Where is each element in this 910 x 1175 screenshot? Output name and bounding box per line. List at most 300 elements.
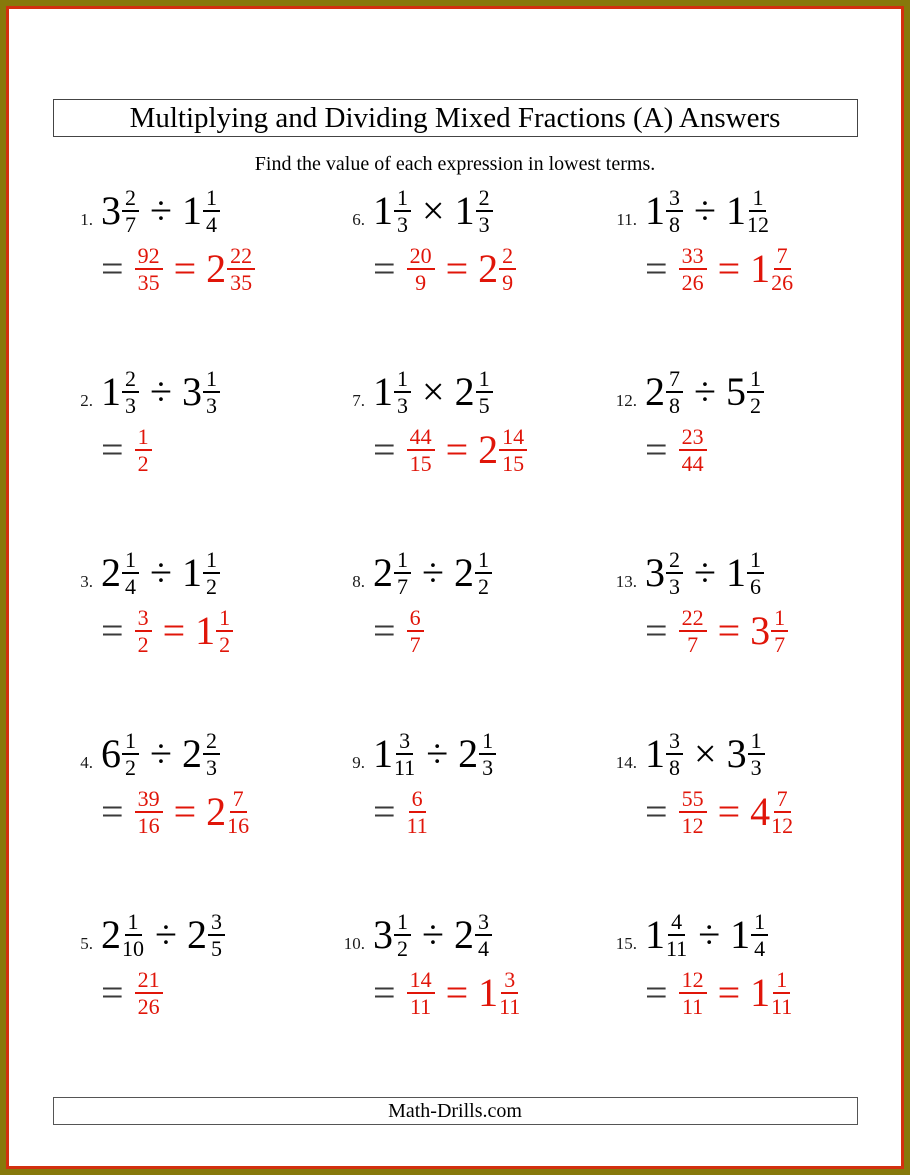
whole-number: 3 — [750, 608, 771, 653]
numerator: 23 — [679, 425, 707, 451]
problem-expression — [337, 727, 609, 781]
denominator: 3 — [205, 755, 217, 780]
numerator: 3 — [501, 968, 518, 994]
whole-number: 2 — [206, 246, 227, 291]
problem — [65, 546, 337, 727]
problem — [65, 184, 337, 365]
equals-sign: = — [373, 970, 396, 1015]
first-operand — [645, 367, 684, 418]
numerator: 2 — [122, 367, 139, 393]
problem-expression — [65, 908, 337, 962]
denominator: 9 — [502, 270, 514, 295]
problem-answer — [373, 966, 609, 1020]
denominator: 5 — [210, 936, 222, 961]
answer-fraction — [679, 787, 707, 838]
problems-grid — [9, 178, 901, 1089]
equals-sign: = — [101, 789, 124, 834]
second-operand — [454, 548, 493, 599]
whole-number: 1 — [750, 246, 771, 291]
first-operand — [645, 910, 688, 961]
fraction — [499, 244, 516, 295]
whole-number: 2 — [645, 369, 665, 414]
denominator: 15 — [502, 451, 525, 476]
denominator: 12 — [746, 212, 769, 237]
answer-mixed-number — [478, 244, 517, 295]
numerator: 1 — [747, 548, 764, 574]
numerator: 92 — [135, 244, 163, 270]
denominator: 12 — [681, 813, 704, 838]
numerator: 22 — [679, 606, 707, 632]
first-operand — [101, 186, 140, 237]
denominator: 3 — [397, 212, 408, 237]
fraction — [122, 548, 139, 599]
answer-mixed-number — [750, 606, 789, 657]
operator-sign: ÷ — [150, 188, 172, 233]
problem-number: 4. — [80, 753, 93, 772]
numerator: 2 — [666, 548, 683, 574]
answer-fraction — [135, 606, 152, 657]
denominator: 11 — [394, 755, 416, 780]
second-operand — [455, 367, 494, 418]
whole-number: 2 — [453, 550, 474, 595]
equals-sign: = — [373, 246, 396, 291]
denominator: 7 — [409, 632, 421, 657]
denominator: 2 — [219, 632, 231, 657]
equals-sign: = — [173, 246, 197, 291]
equals-sign: = — [717, 608, 741, 653]
problem-number: 10. — [343, 934, 365, 953]
footer-box — [53, 1097, 858, 1125]
equals-sign: = — [445, 246, 469, 291]
denominator: 4 — [205, 212, 217, 237]
numerator: 2 — [476, 186, 493, 212]
second-operand — [182, 729, 221, 780]
numerator: 6 — [409, 787, 426, 813]
fraction — [475, 910, 492, 961]
operator-sign: ÷ — [694, 550, 716, 595]
numerator: 33 — [679, 244, 707, 270]
problem — [65, 908, 337, 1089]
numerator: 6 — [407, 606, 424, 632]
denominator: 2 — [749, 393, 761, 418]
numerator: 2 — [499, 244, 516, 270]
equals-sign: = — [645, 246, 668, 291]
answer-fraction — [407, 787, 428, 838]
denominator: 4 — [477, 936, 489, 961]
numerator: 3 — [396, 729, 413, 755]
problem-expression — [337, 546, 609, 600]
denominator: 3 — [669, 574, 680, 599]
problem-number: 3. — [80, 572, 93, 591]
denominator: 35 — [230, 270, 253, 295]
problem-expression — [609, 365, 881, 419]
operator-sign: ÷ — [694, 369, 716, 414]
problem-number: 15. — [615, 934, 637, 953]
first-operand — [101, 548, 140, 599]
whole-number: 2 — [186, 912, 207, 957]
answer-fraction — [135, 244, 163, 295]
equals-sign: = — [645, 427, 668, 472]
worksheet-page — [6, 6, 904, 1169]
numerator: 14 — [407, 968, 435, 994]
answer-fraction — [679, 244, 707, 295]
whole-number: 2 — [181, 731, 202, 776]
numerator: 1 — [748, 729, 765, 755]
answer-mixed-number — [478, 425, 528, 476]
denominator: 3 — [205, 393, 217, 418]
numerator: 7 — [774, 787, 791, 813]
numerator: 1 — [479, 729, 496, 755]
denominator: 15 — [409, 451, 432, 476]
denominator: 2 — [137, 632, 149, 657]
fraction — [748, 729, 765, 780]
answer-fraction — [135, 787, 163, 838]
whole-number: 1 — [478, 970, 499, 1015]
denominator: 3 — [482, 755, 494, 780]
operator-sign: ÷ — [698, 912, 721, 957]
whole-number: 1 — [454, 188, 475, 233]
denominator: 4 — [754, 936, 766, 961]
problem — [337, 908, 609, 1089]
numerator: 1 — [122, 729, 139, 755]
operator-sign: ÷ — [150, 731, 172, 776]
whole-number: 1 — [725, 550, 746, 595]
fraction — [394, 548, 411, 599]
answer-fraction — [407, 606, 424, 657]
fraction — [216, 606, 233, 657]
problem — [65, 365, 337, 546]
denominator: 4 — [125, 574, 136, 599]
whole-number: 1 — [181, 550, 202, 595]
denominator: 11 — [499, 994, 521, 1019]
numerator: 14 — [499, 425, 527, 451]
denominator: 3 — [125, 393, 136, 418]
numerator: 3 — [208, 910, 225, 936]
whole-number: 1 — [181, 188, 202, 233]
equals-sign: = — [645, 608, 668, 653]
first-operand — [645, 729, 684, 780]
denominator: 11 — [681, 994, 704, 1019]
whole-number: 1 — [725, 188, 746, 233]
operator-sign: ÷ — [150, 369, 172, 414]
numerator: 7 — [774, 244, 791, 270]
fraction — [203, 186, 220, 237]
problem-number: 7. — [352, 391, 365, 410]
whole-number: 2 — [453, 912, 474, 957]
fraction — [394, 186, 411, 237]
answer-mixed-number — [195, 606, 234, 657]
equals-sign: = — [101, 427, 124, 472]
first-operand — [645, 548, 684, 599]
whole-number: 3 — [181, 369, 202, 414]
numerator: 1 — [122, 548, 139, 574]
denominator: 26 — [137, 994, 160, 1019]
whole-number: 1 — [373, 731, 393, 776]
second-operand — [458, 729, 497, 780]
problem-answer — [373, 423, 609, 477]
denominator: 35 — [137, 270, 160, 295]
whole-number: 1 — [645, 912, 665, 957]
denominator: 3 — [397, 393, 408, 418]
equals-sign: = — [173, 789, 197, 834]
answer-fraction — [679, 968, 707, 1019]
fraction — [122, 367, 139, 418]
problem-number: 14. — [615, 753, 637, 772]
fraction — [227, 787, 249, 838]
answer-fraction — [407, 425, 435, 476]
numerator: 4 — [668, 910, 685, 936]
operator-sign: ÷ — [422, 912, 444, 957]
fraction — [771, 968, 792, 1019]
whole-number: 3 — [726, 731, 747, 776]
answer-mixed-number — [206, 787, 250, 838]
second-operand — [726, 186, 770, 237]
second-operand — [187, 910, 226, 961]
numerator: 7 — [666, 367, 683, 393]
denominator: 5 — [478, 393, 490, 418]
numerator: 20 — [407, 244, 435, 270]
equals-sign: = — [101, 608, 124, 653]
second-operand — [455, 186, 494, 237]
fraction — [771, 606, 788, 657]
fraction — [666, 729, 683, 780]
problem-answer — [101, 604, 337, 658]
numerator: 12 — [679, 968, 707, 994]
fraction — [499, 425, 527, 476]
fraction — [747, 367, 764, 418]
problem-answer — [373, 242, 609, 296]
whole-number: 5 — [725, 369, 746, 414]
fraction — [475, 548, 492, 599]
fraction — [476, 186, 493, 237]
operator-sign: ÷ — [426, 731, 449, 776]
numerator: 3 — [135, 606, 152, 632]
answer-mixed-number — [478, 968, 521, 1019]
denominator: 11 — [409, 994, 432, 1019]
first-operand — [373, 367, 412, 418]
second-operand — [182, 548, 221, 599]
fraction — [751, 910, 768, 961]
operator-sign: ÷ — [155, 912, 177, 957]
numerator: 1 — [749, 186, 766, 212]
first-operand — [101, 910, 145, 961]
whole-number: 2 — [101, 912, 121, 957]
whole-number: 2 — [458, 731, 479, 776]
first-operand — [373, 186, 412, 237]
fraction — [208, 910, 225, 961]
denominator: 12 — [771, 813, 794, 838]
problem — [609, 908, 881, 1089]
second-operand — [182, 367, 221, 418]
answer-fraction — [679, 425, 707, 476]
denominator: 6 — [749, 574, 761, 599]
whole-number: 2 — [454, 369, 475, 414]
fraction — [747, 548, 764, 599]
equals-sign: = — [101, 970, 124, 1015]
problem — [337, 727, 609, 908]
denominator: 11 — [406, 813, 428, 838]
answer-mixed-number — [206, 244, 256, 295]
numerator: 1 — [747, 367, 764, 393]
equals-sign: = — [373, 608, 396, 653]
problem-number: 12. — [615, 391, 637, 410]
problem — [609, 546, 881, 727]
operator-sign: ÷ — [694, 188, 716, 233]
page-title: Multiplying and Dividing Mixed Fractions (A) Answers — [129, 102, 781, 134]
fraction — [476, 367, 493, 418]
denominator: 16 — [137, 813, 160, 838]
problem-expression — [337, 908, 609, 962]
numerator: 1 — [394, 548, 411, 574]
fraction — [771, 787, 793, 838]
problem — [337, 184, 609, 365]
denominator: 2 — [125, 755, 136, 780]
problem-answer — [101, 423, 337, 477]
fraction — [666, 548, 683, 599]
equals-sign: = — [162, 608, 186, 653]
numerator: 1 — [203, 367, 220, 393]
denominator: 2 — [205, 574, 217, 599]
first-operand — [373, 910, 412, 961]
equals-sign: = — [717, 970, 741, 1015]
equals-sign: = — [101, 246, 124, 291]
whole-number: 3 — [101, 188, 121, 233]
problem-expression — [65, 727, 337, 781]
second-operand — [454, 910, 493, 961]
whole-number: 1 — [730, 912, 751, 957]
problem-expression — [65, 546, 337, 600]
operator-sign: × — [422, 369, 445, 414]
fraction — [203, 367, 220, 418]
denominator: 8 — [669, 393, 680, 418]
problem-number: 13. — [615, 572, 637, 591]
denominator: 8 — [669, 755, 680, 780]
first-operand — [373, 729, 416, 780]
numerator: 1 — [394, 186, 411, 212]
operator-sign: × — [422, 188, 445, 233]
problem — [609, 727, 881, 908]
first-operand — [101, 729, 140, 780]
whole-number: 2 — [373, 550, 393, 595]
numerator: 1 — [475, 548, 492, 574]
fraction — [394, 367, 411, 418]
fraction — [122, 186, 139, 237]
footer-site-name: Math-Drills.com — [388, 1100, 522, 1122]
denominator: 11 — [771, 994, 793, 1019]
problem-answer — [645, 242, 881, 296]
answer-mixed-number — [750, 968, 793, 1019]
denominator: 11 — [666, 936, 688, 961]
problem-number: 9. — [352, 753, 365, 772]
numerator: 22 — [227, 244, 255, 270]
problem-answer — [373, 604, 609, 658]
problem — [65, 727, 337, 908]
whole-number: 1 — [373, 188, 393, 233]
whole-number: 3 — [373, 912, 393, 957]
answer-mixed-number — [750, 787, 794, 838]
problem-number: 6. — [352, 210, 365, 229]
denominator: 7 — [687, 632, 699, 657]
second-operand — [730, 910, 769, 961]
problem — [609, 184, 881, 365]
equals-sign: = — [445, 970, 469, 1015]
denominator: 2 — [477, 574, 489, 599]
problem-answer — [373, 785, 609, 839]
numerator: 1 — [394, 367, 411, 393]
equals-sign: = — [445, 427, 469, 472]
problem-answer — [645, 966, 881, 1020]
first-operand — [373, 548, 412, 599]
numerator: 1 — [203, 548, 220, 574]
equals-sign: = — [373, 789, 396, 834]
equals-sign: = — [717, 246, 741, 291]
fraction — [122, 729, 139, 780]
fraction — [203, 729, 220, 780]
numerator: 21 — [135, 968, 163, 994]
instruction-text: Find the value of each expression in lowest terms. — [254, 153, 656, 175]
fraction — [666, 186, 683, 237]
numerator: 39 — [135, 787, 163, 813]
problem-answer — [645, 423, 881, 477]
denominator: 44 — [681, 451, 704, 476]
whole-number: 1 — [101, 369, 121, 414]
numerator: 3 — [475, 910, 492, 936]
numerator: 2 — [203, 729, 220, 755]
problem-expression — [609, 184, 881, 238]
numerator: 55 — [679, 787, 707, 813]
denominator: 2 — [137, 451, 149, 476]
problem — [609, 365, 881, 546]
answer-fraction — [679, 606, 707, 657]
numerator: 1 — [476, 367, 493, 393]
denominator: 2 — [397, 936, 408, 961]
whole-number: 1 — [373, 369, 393, 414]
answer-fraction — [135, 425, 152, 476]
problem-number: 1. — [80, 210, 93, 229]
whole-number: 2 — [101, 550, 121, 595]
denominator: 16 — [227, 813, 250, 838]
answer-fraction — [407, 968, 435, 1019]
numerator: 1 — [216, 606, 233, 632]
numerator: 7 — [230, 787, 247, 813]
whole-number: 6 — [101, 731, 121, 776]
denominator: 7 — [774, 632, 786, 657]
whole-number: 1 — [195, 608, 216, 653]
answer-fraction — [135, 968, 163, 1019]
whole-number: 4 — [750, 789, 771, 834]
numerator: 1 — [394, 910, 411, 936]
problem-answer — [645, 785, 881, 839]
denominator: 7 — [397, 574, 408, 599]
fraction — [122, 910, 144, 961]
fraction — [203, 548, 220, 599]
denominator: 3 — [478, 212, 490, 237]
whole-number: 1 — [645, 731, 665, 776]
numerator: 44 — [407, 425, 435, 451]
title-box — [53, 99, 858, 137]
problem-expression — [609, 546, 881, 600]
problem-expression — [337, 184, 609, 238]
numerator: 1 — [203, 186, 220, 212]
denominator: 9 — [415, 270, 427, 295]
problem-answer — [101, 966, 337, 1020]
fraction — [227, 244, 255, 295]
second-operand — [182, 186, 221, 237]
whole-number: 2 — [478, 246, 499, 291]
whole-number: 2 — [206, 789, 227, 834]
problem-number: 11. — [616, 210, 637, 229]
problem-answer — [101, 242, 337, 296]
